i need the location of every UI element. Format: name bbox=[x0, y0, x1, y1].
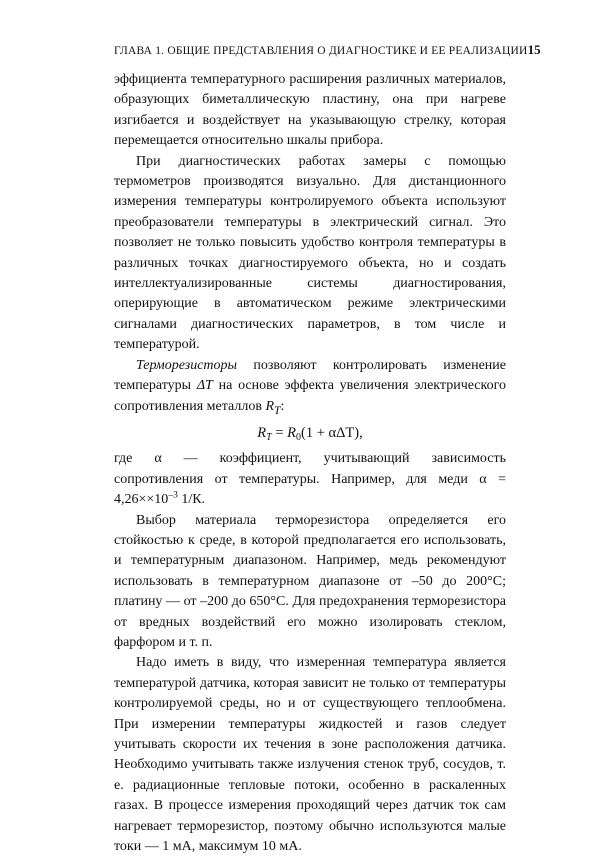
formula-r0: R bbox=[287, 424, 296, 441]
p3-text-c: : bbox=[280, 398, 285, 414]
paragraph-4 bbox=[114, 449, 506, 510]
p3-text-b: на основе эффекта увеличения электрического сопротивления металлов bbox=[114, 378, 506, 414]
r-t-symbol: R bbox=[265, 398, 275, 414]
body-text bbox=[114, 70, 506, 857]
formula-rest: (1 + αΔT), bbox=[300, 424, 363, 441]
formula-eq: = bbox=[271, 424, 288, 441]
running-header bbox=[114, 42, 541, 58]
paragraph-2: При диагностических работах замеры с помощью термометров производятся визуально. Для дистанционного измерения температуры контролируемого объекта используют преобразователи температуры в электрический сигнал. Это позволяет не только повысить удобство контроля температуры в различных точках диагностируемого объекта, но и создать интеллектуализированные системы диагностирования, оперирующие в автоматическом режиме электрическими сигналами диагностических параметров, в том числе и температурой. bbox=[114, 153, 506, 353]
delta-t: ΔT bbox=[196, 378, 213, 394]
r-t-subscript: T bbox=[274, 403, 281, 417]
formula bbox=[114, 423, 506, 443]
formula-lhs: R bbox=[257, 424, 267, 441]
formula-r0-sub: 0 bbox=[295, 431, 301, 443]
p4-exponent: –3 bbox=[168, 490, 178, 501]
p3-text-a: позволяют контролировать изменение температуры bbox=[114, 357, 506, 394]
term-thermoresistors: Терморезисторы bbox=[136, 357, 238, 373]
formula-lhs-sub: T bbox=[266, 431, 272, 443]
paragraph-3 bbox=[114, 356, 506, 417]
paragraph-6: Надо иметь в виду, что измеренная температура является температурой датчика, которая зависит не только от температуры контролируемой среды, но и от существующего теплообмена. При измерении температуры жидкостей и газов следует учитывать скорости их течения в зоне расположения датчика. Необходимо учитывать также излучения стенок труб, сосудов, т. е. радиационные тепловые потоки, особенно в раскаленных газах. В процессе измерения проходящий через датчик ток сам нагревает терморезистор, поэтому обычно используются малые токи — 1 мА, максимум 10 мА. bbox=[114, 655, 506, 855]
chapter-title: ГЛАВА 1. ОБЩИЕ ПРЕДСТАВЛЕНИЯ О ДИАГНОСТИКЕ И ЕЕ РЕАЛИЗАЦИИ bbox=[114, 45, 528, 57]
paragraph-5: Выбор материала терморезистора определяется его стойкостью к среде, в которой предполагается его использовать, и температурным диапазоном. Например, медь рекомендуют использовать в температурном диапазоне от –50 до 200°С; платину — от –200 до 650°С. Для предохранения терморезистора от вредных воздействий его можно изолировать стеклом, фарфором и т. п. bbox=[114, 512, 506, 650]
paragraph-1: эффициента температурного расширения различных материалов, образующих биметаллическую пластину, она при нагреве изгибается и воздействует на указывающую стрелку, которая перемещается относительно шкалы прибора. bbox=[114, 72, 506, 149]
p4-text-b: ×10 bbox=[146, 492, 169, 508]
p4-text-a: где α — коэффициент, учитывающий зависимость сопротивления от температуры. Например, для меди α = 4,26× bbox=[114, 451, 506, 508]
page-number: 15 bbox=[527, 42, 541, 57]
p4-text-c: 1/К. bbox=[177, 492, 206, 508]
